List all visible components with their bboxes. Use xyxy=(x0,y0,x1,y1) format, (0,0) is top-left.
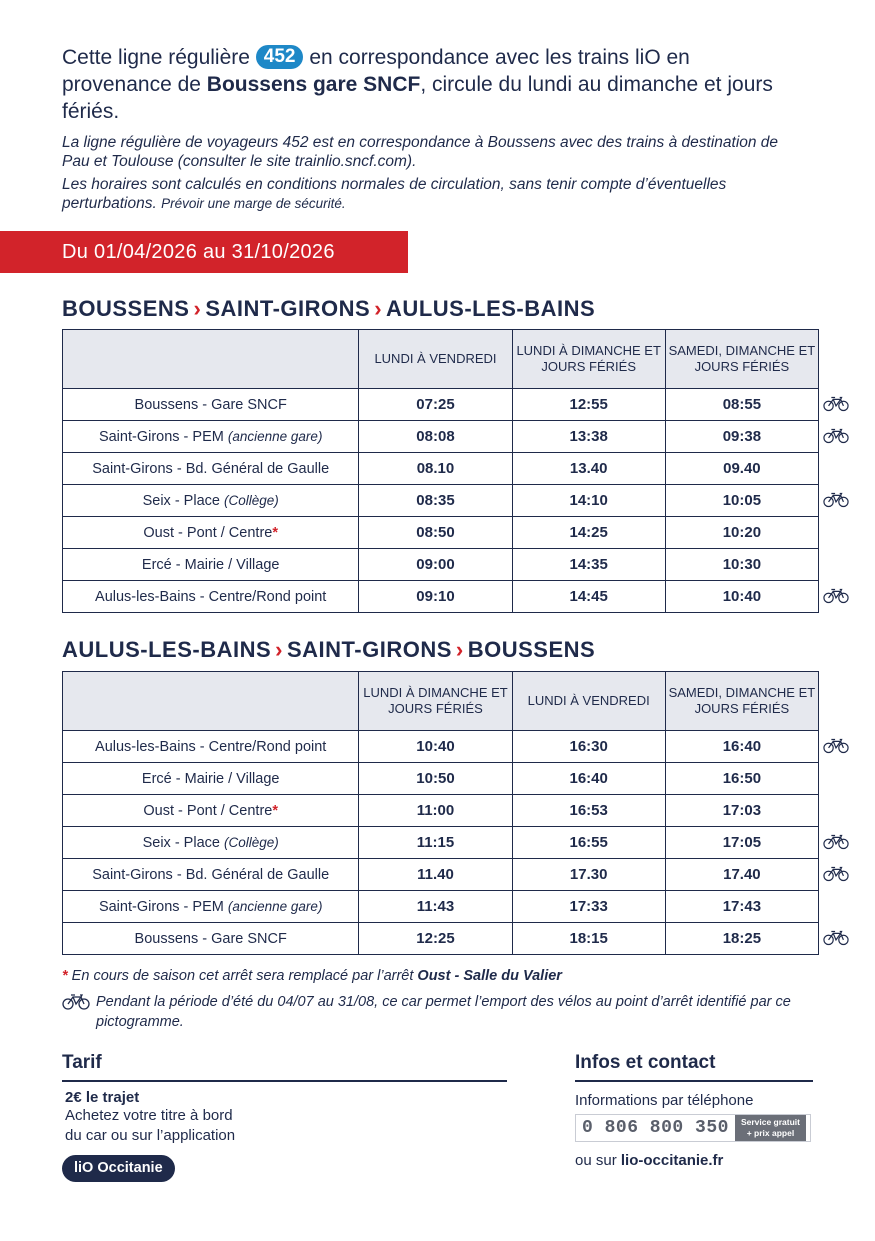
asterisk: * xyxy=(272,524,278,541)
time-cell: 13:38 xyxy=(512,421,665,453)
bicycle-icon xyxy=(823,930,849,946)
info-section xyxy=(575,1052,813,1169)
time-cell: 17:03 xyxy=(665,795,818,827)
stop-name: Aulus-les-Bains - Centre/Rond point xyxy=(95,738,327,755)
time-cell: 07:25 xyxy=(359,389,512,421)
intro-block xyxy=(62,44,782,213)
stop-name-cell xyxy=(63,389,359,421)
time-cell: 16:40 xyxy=(512,763,665,795)
footnote-star-stop: Oust - Salle du Valier xyxy=(417,968,562,984)
bicycle-icon xyxy=(823,866,849,882)
table-row xyxy=(63,549,819,581)
time-cell: 10:20 xyxy=(665,517,818,549)
time-cell: 17.40 xyxy=(665,859,818,891)
time-cell: 18:25 xyxy=(665,923,818,955)
stop-name-cell xyxy=(63,421,359,453)
header-col: SAMEDI, DIMANCHE ET JOURS FÉRIÉS xyxy=(665,330,818,389)
time-cell: 11.40 xyxy=(359,859,512,891)
info-heading: Infos et contact xyxy=(575,1052,813,1082)
bicycle-icon xyxy=(823,396,849,412)
time-cell: 17:33 xyxy=(512,891,665,923)
footnote-bike xyxy=(62,992,802,1032)
route-title-outbound xyxy=(62,296,595,322)
table-row xyxy=(63,731,819,763)
intro-note-2-text: Les horaires sont calculés en conditions normales de circulation, sans tenir compte d’éventuelles perturbations. xyxy=(62,176,727,212)
time-cell: 11:00 xyxy=(359,795,512,827)
stop-name-cell xyxy=(63,859,359,891)
phone-number[interactable]: 0 806 800 350 xyxy=(582,1118,729,1138)
phone-box[interactable] xyxy=(575,1114,811,1142)
stop-name: Saint-Girons - PEM xyxy=(98,898,224,915)
intro-lead-b: en correspondance avec les trains liO en provenance de xyxy=(62,46,690,96)
tarif-price: 2€ le trajet xyxy=(65,1089,140,1106)
asterisk: * xyxy=(272,802,278,819)
time-cell: 16:50 xyxy=(665,763,818,795)
intro-note-2-small: Prévoir une marge de sécurité. xyxy=(161,196,346,211)
intro-note: La ligne régulière de voyageurs 452 est en correspondance à Boussens avec des trains à destination de Pau et Toulouse (consulter le site trainlio.sncf.com). xyxy=(62,134,779,170)
time-cell: 16:53 xyxy=(512,795,665,827)
stop-name: Aulus-les-Bains - Centre/Rond point xyxy=(95,588,327,605)
stop-name-cell xyxy=(63,581,359,613)
time-cell: 09.40 xyxy=(665,453,818,485)
time-cell: 09:10 xyxy=(359,581,512,613)
period-banner: Du 01/04/2026 au 31/10/2026 xyxy=(0,231,408,273)
time-cell: 08:08 xyxy=(359,421,512,453)
time-cell: 09:38 xyxy=(665,421,818,453)
bicycle-icon xyxy=(823,492,849,508)
stop-name: Boussens - Gare SNCF xyxy=(134,930,287,947)
time-cell: 18:15 xyxy=(512,923,665,955)
time-cell: 16:30 xyxy=(512,731,665,763)
time-cell: 14:35 xyxy=(512,549,665,581)
footnotes xyxy=(62,966,802,1032)
website-link[interactable]: lio-occitanie.fr xyxy=(620,1152,724,1169)
table-row xyxy=(63,421,819,453)
stop-name-cell xyxy=(63,923,359,955)
stop-note: (ancienne gare) xyxy=(227,428,323,444)
table-row xyxy=(63,453,819,485)
time-cell: 16:55 xyxy=(512,827,665,859)
route-stop: SAINT-GIRONS xyxy=(205,296,371,321)
time-cell: 14:45 xyxy=(512,581,665,613)
site-prefix: ou sur xyxy=(575,1152,621,1169)
header-col: LUNDI À VENDREDI xyxy=(512,672,665,731)
time-cell: 09:00 xyxy=(359,549,512,581)
website xyxy=(575,1152,813,1169)
header-col: LUNDI À DIMANCHE ET JOURS FÉRIÉS xyxy=(359,672,512,731)
time-cell: 12:55 xyxy=(512,389,665,421)
time-cell: 08:55 xyxy=(665,389,818,421)
stop-name-cell xyxy=(63,549,359,581)
bicycle-icon xyxy=(62,994,90,1016)
header-col: LUNDI À DIMANCHE ET JOURS FÉRIÉS xyxy=(512,330,665,389)
table-row xyxy=(63,485,819,517)
time-cell: 10:40 xyxy=(359,731,512,763)
stop-name-cell xyxy=(63,763,359,795)
stop-name-cell xyxy=(63,731,359,763)
route-stop: AULUS-LES-BAINS xyxy=(386,296,596,321)
stop-name-cell xyxy=(63,517,359,549)
intro-lead xyxy=(62,44,782,125)
time-cell: 14:25 xyxy=(512,517,665,549)
chevron-right-icon: › xyxy=(374,296,383,321)
chevron-right-icon: › xyxy=(455,637,464,662)
phone-tag-2: + prix appel xyxy=(746,1128,795,1138)
stop-name-cell xyxy=(63,795,359,827)
tarif-section xyxy=(62,1052,507,1182)
phone-label: Informations par téléphone xyxy=(575,1092,754,1109)
route-stop: SAINT-GIRONS xyxy=(287,637,452,662)
stop-name: Saint-Girons - PEM xyxy=(98,428,224,445)
stop-name-cell xyxy=(63,891,359,923)
stop-note: (Collège) xyxy=(224,492,279,508)
intro-lead-station: Boussens gare SNCF xyxy=(206,73,421,96)
route-stop: BOUSSENS xyxy=(467,637,596,662)
stop-note: (Collège) xyxy=(224,834,279,850)
time-cell: 17:05 xyxy=(665,827,818,859)
phone-tag-1: Service gratuit xyxy=(740,1117,800,1127)
time-cell: 08.10 xyxy=(359,453,512,485)
table-row xyxy=(63,517,819,549)
asterisk: * xyxy=(62,968,68,984)
stop-name: Oust - Pont / Centre xyxy=(143,802,273,819)
route-title-inbound xyxy=(62,637,595,663)
phone-tag xyxy=(735,1115,806,1141)
route-stop: AULUS-LES-BAINS xyxy=(62,637,272,662)
stop-name-cell xyxy=(63,453,359,485)
tarif-text-2: du car ou sur l’application xyxy=(65,1127,236,1144)
time-cell: 10:50 xyxy=(359,763,512,795)
time-cell: 12:25 xyxy=(359,923,512,955)
stop-name: Saint-Girons - Bd. Général de Gaulle xyxy=(92,866,330,883)
table-row xyxy=(63,859,819,891)
table-row xyxy=(63,389,819,421)
time-cell: 08:35 xyxy=(359,485,512,517)
time-cell: 17.30 xyxy=(512,859,665,891)
table-row xyxy=(63,581,819,613)
time-cell: 08:50 xyxy=(359,517,512,549)
stop-name: Ercé - Mairie / Village xyxy=(141,770,280,787)
stop-name: Oust - Pont / Centre xyxy=(143,524,273,541)
intro-lead-a: Cette ligne régulière xyxy=(62,46,256,69)
timetable-inbound xyxy=(62,671,819,955)
bicycle-icon xyxy=(823,738,849,754)
time-cell: 14:10 xyxy=(512,485,665,517)
header-empty xyxy=(63,330,359,389)
table-row xyxy=(63,763,819,795)
stop-note: (ancienne gare) xyxy=(227,898,323,914)
header-col: LUNDI À VENDREDI xyxy=(359,330,512,389)
tarif-heading: Tarif xyxy=(62,1052,507,1082)
header-empty xyxy=(63,672,359,731)
bicycle-icon xyxy=(823,834,849,850)
header-col: SAMEDI, DIMANCHE ET JOURS FÉRIÉS xyxy=(665,672,818,731)
time-cell: 10:05 xyxy=(665,485,818,517)
chevron-right-icon: › xyxy=(193,296,202,321)
route-stop: BOUSSENS xyxy=(62,296,190,321)
footnote-star xyxy=(62,966,802,986)
footnote-star-text: En cours de saison cet arrêt sera remplacé par l’arrêt xyxy=(67,968,418,984)
timetable-outbound xyxy=(62,329,819,613)
time-cell: 11:43 xyxy=(359,891,512,923)
stop-name: Seix - Place xyxy=(142,834,220,851)
bicycle-icon xyxy=(823,588,849,604)
time-cell: 11:15 xyxy=(359,827,512,859)
time-cell: 10:40 xyxy=(665,581,818,613)
footnote-bike-text: Pendant la période d’été du 04/07 au 31/08, ce car permet l’emport des vélos au point d’arrêt identifié par ce pictogramme. xyxy=(96,994,791,1030)
stop-name: Ercé - Mairie / Village xyxy=(141,556,280,573)
time-cell: 10:30 xyxy=(665,549,818,581)
time-cell: 13.40 xyxy=(512,453,665,485)
table-row xyxy=(63,923,819,955)
intro-lead-c: , circule du lundi au dimanche et jours fériés. xyxy=(62,73,773,123)
tarif-text-1: Achetez votre titre à bord xyxy=(65,1107,233,1124)
app-link[interactable]: liO Occitanie xyxy=(62,1155,175,1182)
time-cell: 17:43 xyxy=(665,891,818,923)
bicycle-icon xyxy=(823,428,849,444)
table-row xyxy=(63,827,819,859)
stop-name: Seix - Place xyxy=(142,492,220,509)
table-row xyxy=(63,795,819,827)
stop-name: Boussens - Gare SNCF xyxy=(134,396,287,413)
line-number-badge: 452 xyxy=(256,45,304,69)
time-cell: 16:40 xyxy=(665,731,818,763)
stop-name: Saint-Girons - Bd. Général de Gaulle xyxy=(92,460,330,477)
stop-name-cell xyxy=(63,485,359,517)
chevron-right-icon: › xyxy=(275,637,283,662)
stop-name-cell xyxy=(63,827,359,859)
intro-note-2 xyxy=(62,175,782,213)
table-row xyxy=(63,891,819,923)
